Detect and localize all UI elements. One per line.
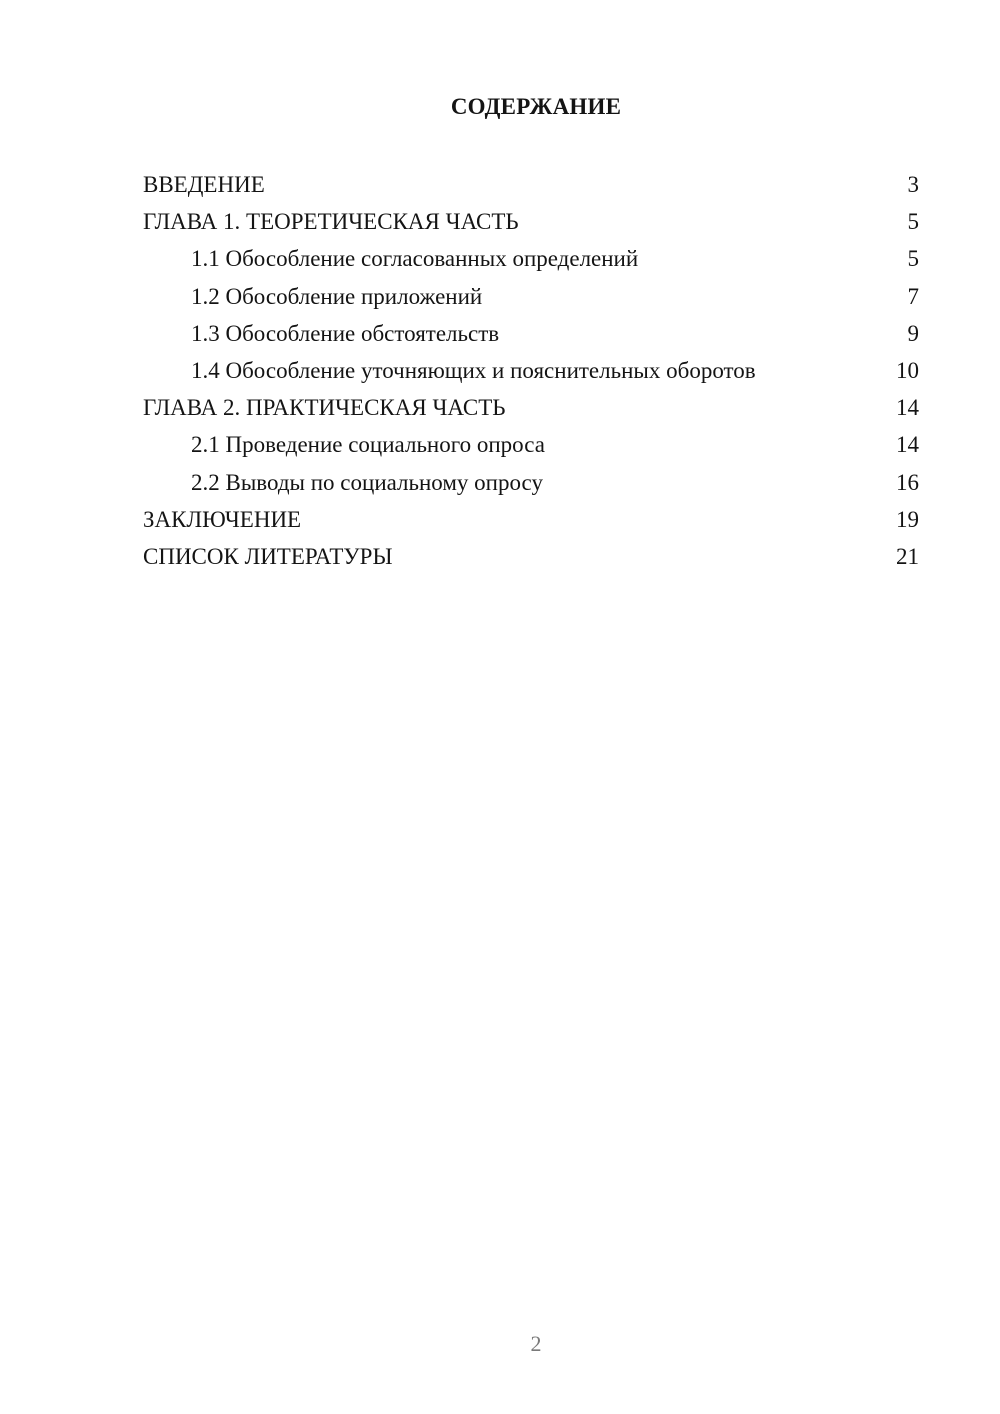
toc-entry-label: ГЛАВА 1. ТЕОРЕТИЧЕСКАЯ ЧАСТЬ xyxy=(143,209,519,235)
toc-entry-page: 21 xyxy=(896,543,919,569)
toc-entry-label: ГЛАВА 2. ПРАКТИЧЕСКАЯ ЧАСТЬ xyxy=(143,395,506,421)
toc-entry-page: 14 xyxy=(896,432,919,458)
toc-entry-label: 1.1 Обособление согласованных определений xyxy=(191,246,639,272)
toc-entry-section-2-2 xyxy=(143,464,919,501)
table-of-contents xyxy=(143,166,919,575)
toc-entry-page: 5 xyxy=(907,246,919,272)
toc-entry-page: 19 xyxy=(896,506,919,532)
toc-entry-page: 16 xyxy=(896,469,919,495)
toc-entry-section-2-1 xyxy=(143,426,919,463)
toc-entry-chapter-1 xyxy=(143,203,919,240)
toc-entry-page: 9 xyxy=(907,320,919,346)
toc-entry-page: 14 xyxy=(896,395,919,421)
toc-entry-section-1-4 xyxy=(143,352,919,389)
toc-entry-section-1-3 xyxy=(143,315,919,352)
toc-entry-page: 3 xyxy=(907,172,919,197)
toc-entry-label: 1.4 Обособление уточняющих и пояснительных оборотов xyxy=(191,357,756,383)
toc-entry-label: ЗАКЛЮЧЕНИЕ xyxy=(143,506,302,532)
toc-entry-label: СПИСОК ЛИТЕРАТУРЫ xyxy=(143,543,393,569)
toc-entry-page: 10 xyxy=(896,357,919,383)
toc-entry-section-1-1 xyxy=(143,240,919,277)
toc-entry-label: ВВЕДЕНИЕ xyxy=(143,172,265,197)
toc-entry-conclusion xyxy=(143,501,919,538)
toc-entry-label: 1.2 Обособление приложений xyxy=(191,283,483,309)
toc-entry-label: 1.3 Обособление обстоятельств xyxy=(191,320,500,346)
page-number: 2 xyxy=(530,1331,542,1356)
toc-entry-chapter-2 xyxy=(143,389,919,426)
toc-entry-bibliography xyxy=(143,538,919,575)
toc-entry-section-1-2 xyxy=(143,278,919,315)
page-title: СОДЕРЖАНИЕ xyxy=(450,94,622,119)
toc-entry-introduction xyxy=(143,166,919,203)
toc-entry-label: 2.1 Проведение социального опроса xyxy=(191,432,545,458)
toc-entry-label: 2.2 Выводы по социальному опросу xyxy=(191,469,543,495)
toc-entry-page: 7 xyxy=(907,283,919,309)
toc-entry-page: 5 xyxy=(907,209,919,235)
